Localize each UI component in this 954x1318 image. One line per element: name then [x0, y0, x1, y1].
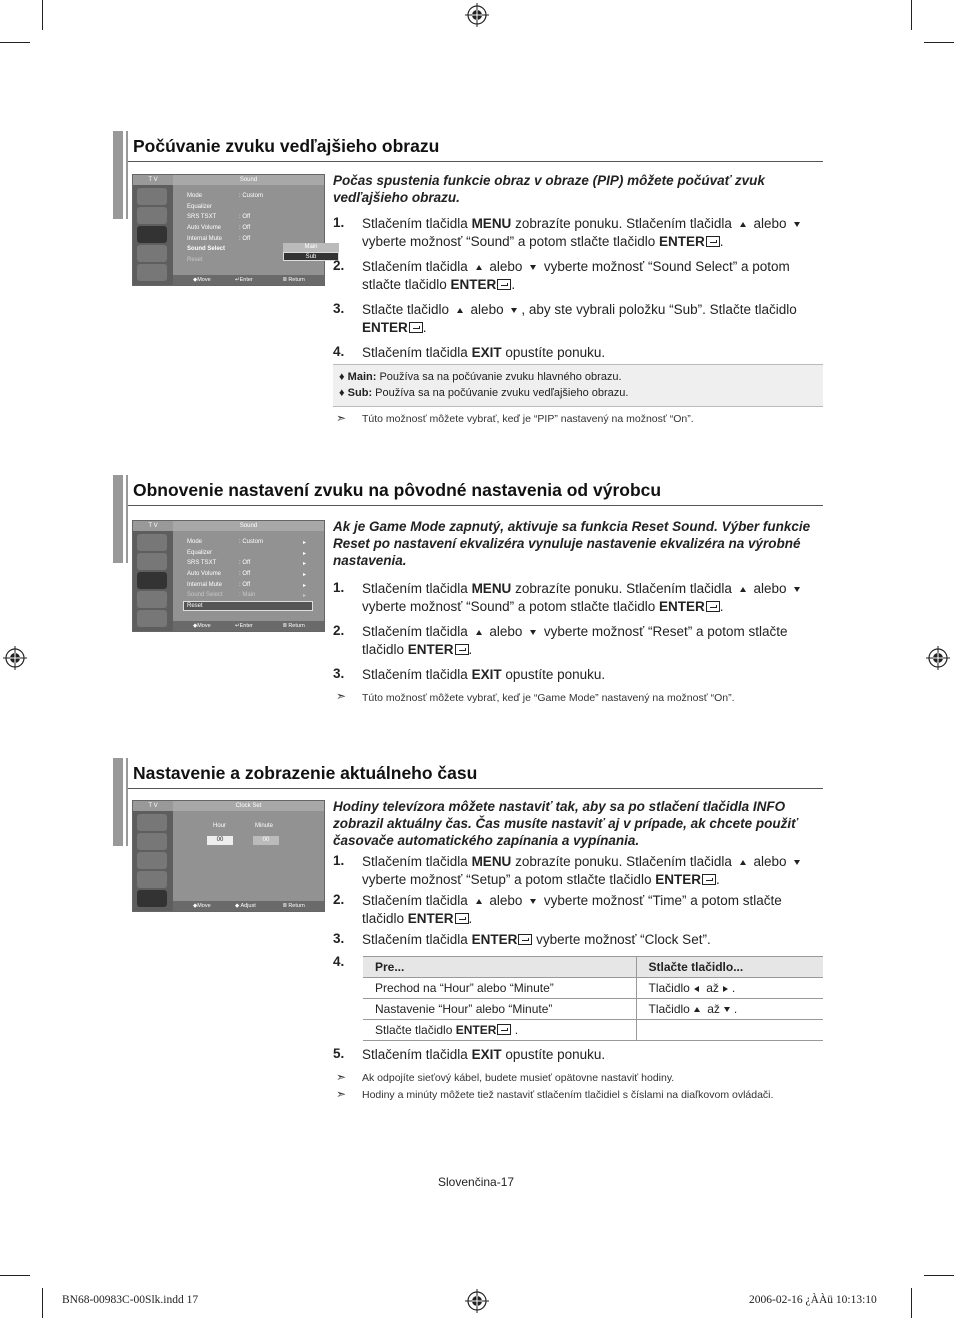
- menu-footer: ◆Move ◆ Adjust Ⅲ Return: [173, 901, 324, 911]
- table-cell: Stlačte tlačidlo ENTER .: [363, 1020, 636, 1041]
- menu-body: [173, 185, 324, 275]
- section-title: Obnovenie nastavení zvuku na pôvodné nastavenia od výrobcu: [133, 480, 662, 500]
- menu-tv-label: T V: [133, 175, 173, 185]
- menu-row: Reset: [187, 603, 203, 609]
- page-number: Slovenčina-17: [438, 1175, 515, 1189]
- info-line: ♦ Sub: Používa sa na počúvanie zvuku vedľajšieho obrazu.: [339, 387, 629, 399]
- crop-mark: [911, 0, 912, 30]
- step-text: Stlačením tlačidla MENU zobrazíte ponuku. Stlačením tlačidla alebo vyberte možnosť “Sound” a potom stlačte tlačidlo ENTER .: [362, 215, 822, 250]
- step-text: Stlačením tlačidla EXIT opustíte ponuku.: [362, 667, 606, 682]
- setup-icon: [137, 610, 167, 627]
- table-cell: Tlačidlo až .: [636, 978, 823, 999]
- step-text: Stlačením tlačidla ENTER vyberte možnosť “Clock Set”.: [362, 932, 711, 947]
- menu-title: Sound: [173, 521, 324, 531]
- note-text: Túto možnosť môžete vybrať, keď je “PIP” nastavený na možnosť “On”.: [362, 413, 694, 425]
- note-text: Hodiny a minúty môžete tiež nastaviť stlačením tlačidiel s číslami na diaľkovom ovládači.: [362, 1089, 774, 1101]
- image-icon: [137, 833, 167, 850]
- menu-row: Auto Volume : Off ▸: [187, 571, 307, 578]
- note-arrow-icon: ➣: [336, 1087, 347, 1101]
- registration-mark-icon: [465, 3, 489, 27]
- section-rule: [128, 788, 823, 789]
- crop-mark: [42, 0, 43, 30]
- picture-icon: [137, 814, 167, 831]
- crop-mark: [924, 1275, 954, 1276]
- section-bar: [113, 475, 123, 563]
- image-icon: [137, 207, 167, 224]
- enter-icon: [518, 934, 532, 945]
- setup-icon: [137, 890, 167, 907]
- sound-menu-screenshot: [132, 174, 325, 286]
- table-cell: [636, 1020, 823, 1041]
- up-arrow-icon: [740, 222, 746, 227]
- step-number: 1.: [333, 580, 345, 595]
- menu-row: Mode : Custom: [187, 193, 264, 199]
- down-arrow-icon: [794, 222, 800, 227]
- file-slug: BN68-00983C-00Slk.indd 17: [62, 1294, 199, 1306]
- menu-body: [173, 531, 324, 621]
- crop-mark: [924, 42, 954, 43]
- menu-title: Clock Set: [173, 801, 324, 811]
- step-number: 4.: [333, 344, 345, 359]
- crop-mark: [42, 1288, 43, 1318]
- channel-icon: [137, 245, 167, 262]
- enter-icon: [706, 236, 720, 247]
- section-intro: Hodiny televízora môžete nastaviť tak, aby sa po stlačení tlačidla INFO zobrazil aktuálny čas. Čas musíte nastaviť aj v prípade, ak chcete použiť časovače automatického zapínania a vypínania.: [333, 799, 798, 848]
- menu-row: Mode : Custom ▸: [187, 539, 307, 546]
- image-icon: [137, 553, 167, 570]
- left-arrow-icon: [694, 986, 699, 992]
- table-header-row: [363, 957, 823, 978]
- note-arrow-icon: ➣: [336, 1070, 347, 1084]
- up-arrow-icon: [740, 587, 746, 592]
- enter-icon: [497, 1024, 511, 1035]
- down-arrow-icon: [794, 860, 800, 865]
- sound-icon: [137, 852, 167, 869]
- enter-icon: [706, 601, 720, 612]
- menu-footer: ◆Move ↵Enter Ⅲ Return: [173, 621, 324, 631]
- step-number: 5.: [333, 1046, 345, 1061]
- picture-icon: [137, 188, 167, 205]
- step-text: Stlačte tlačidlo alebo , aby ste vybrali položku “Sub”. Stlačte tlačidlo ENTER .: [362, 302, 797, 335]
- hour-value: 00: [207, 836, 233, 845]
- table-row: [363, 1020, 823, 1041]
- down-arrow-icon: [530, 630, 536, 635]
- down-arrow-icon: [530, 899, 536, 904]
- note-arrow-icon: ➣: [336, 411, 347, 425]
- channel-icon: [137, 871, 167, 888]
- note-arrow-icon: ➣: [336, 689, 347, 703]
- info-box: [333, 364, 823, 407]
- up-arrow-icon: [457, 308, 463, 313]
- menu-body: [173, 811, 324, 901]
- sound-select-popup: Main Sub: [283, 243, 339, 261]
- menu-row: Auto Volume : Off: [187, 225, 251, 231]
- step-number: 2.: [333, 623, 345, 638]
- menu-row: SRS TSXT : Off ▸: [187, 560, 307, 567]
- registration-mark-icon: [465, 1289, 489, 1313]
- registration-mark-icon: [3, 646, 27, 670]
- section-bar: [126, 131, 128, 219]
- step-number: 4.: [333, 954, 345, 969]
- right-arrow-icon: [723, 986, 728, 992]
- step-text: Stlačením tlačidla EXIT opustíte ponuku.: [362, 345, 606, 360]
- section-bar: [113, 758, 123, 846]
- step-text: Stlačením tlačidla alebo vyberte možnosť “Time” a potom stlačte tlačidlo ENTER .: [362, 893, 782, 926]
- step-text: Stlačením tlačidla MENU zobrazíte ponuku. Stlačením tlačidla alebo vyberte možnosť “Sound” a potom stlačte tlačidlo ENTER .: [362, 580, 822, 615]
- step-text: Stlačením tlačidla MENU zobrazíte ponuku. Stlačením tlačidla alebo vyberte možnosť “Setup” a potom stlačte tlačidlo ENTER .: [362, 853, 822, 888]
- hour-label: Hour: [213, 823, 227, 829]
- step-number: 3.: [333, 931, 345, 946]
- enter-icon: [497, 279, 511, 290]
- date-slug: 2006-02-16 ¿ÀÀü 10:13:10: [749, 1294, 877, 1306]
- sound-icon: [137, 226, 167, 243]
- up-arrow-icon: [476, 899, 482, 904]
- down-arrow-icon: [794, 587, 800, 592]
- key-table: [363, 956, 823, 1041]
- section-bar: [126, 758, 128, 846]
- down-arrow-icon: [724, 1007, 730, 1012]
- step-number: 3.: [333, 301, 345, 316]
- crop-mark: [0, 42, 30, 43]
- table-row: [363, 978, 823, 999]
- sound-menu-screenshot: [132, 520, 325, 632]
- step-text: Stlačením tlačidla alebo vyberte možnosť “Reset” a potom stlačte tlačidlo ENTER .: [362, 624, 788, 657]
- menu-row: Internal Mute : Off ▸: [187, 582, 307, 589]
- menu-row: Sound Select : Main ▸: [187, 592, 307, 599]
- section-bar: [113, 131, 123, 219]
- menu-tv-label: T V: [133, 801, 173, 811]
- enter-icon: [455, 644, 469, 655]
- sound-icon: [137, 572, 167, 589]
- channel-icon: [137, 591, 167, 608]
- enter-icon: [455, 913, 469, 924]
- section-title: Nastavenie a zobrazenie aktuálneho času: [133, 763, 478, 783]
- menu-row: Reset: [187, 257, 203, 263]
- menu-title: Sound: [173, 175, 324, 185]
- section-intro: Ak je Game Mode zapnutý, aktivuje sa funkcia Reset Sound. Výber funkcie Reset po nastavení ekvalizéra vynuluje nastavenie ekvalizéra na výrobné nastavenia.: [333, 519, 811, 568]
- up-arrow-icon: [476, 630, 482, 635]
- step-number: 2.: [333, 892, 345, 907]
- minute-label: Minute: [255, 823, 274, 829]
- up-arrow-icon: [740, 860, 746, 865]
- table-row: [363, 999, 823, 1020]
- setup-icon: [137, 264, 167, 281]
- table-cell: Tlačidlo až .: [636, 999, 823, 1020]
- menu-row: Equalizer: [187, 204, 213, 210]
- down-arrow-icon: [511, 308, 517, 313]
- up-arrow-icon: [476, 265, 482, 270]
- section-intro: Počas spustenia funkcie obraz v obraze (PIP) môžete počúvať zvuk vedľajšieho obrazu.: [333, 173, 765, 205]
- up-arrow-icon: [694, 1007, 700, 1012]
- step-text: Stlačením tlačidla alebo vyberte možnosť “Sound Select” a potom stlačte tlačidlo ENTER .: [362, 259, 790, 292]
- step-text: Stlačením tlačidla EXIT opustíte ponuku.: [362, 1047, 606, 1062]
- table-header-cell: Pre...: [363, 957, 636, 978]
- step-number: 1.: [333, 215, 345, 230]
- picture-icon: [137, 534, 167, 551]
- table-cell: Prechod na “Hour” alebo “Minute”: [363, 978, 636, 999]
- step-number: 1.: [333, 853, 345, 868]
- section-title: Počúvanie zvuku vedľajšieho obrazu: [133, 136, 440, 156]
- info-line: ♦ Main: Používa sa na počúvanie zvuku hlavného obrazu.: [339, 371, 622, 383]
- note-text: Ak odpojíte sieťový kábel, budete musieť opätovne nastaviť hodiny.: [362, 1072, 675, 1084]
- menu-row: Sound Select: [187, 246, 226, 252]
- table-header-cell: Stlačte tlačidlo...: [636, 957, 823, 978]
- clock-set-menu-screenshot: [132, 800, 325, 912]
- section-rule: [128, 161, 823, 162]
- minute-value: 00: [253, 836, 279, 845]
- down-arrow-icon: [530, 265, 536, 270]
- crop-mark: [911, 1288, 912, 1318]
- section-rule: [128, 505, 823, 506]
- enter-icon: [702, 874, 716, 885]
- step-number: 2.: [333, 258, 345, 273]
- enter-icon: [409, 322, 423, 333]
- step-number: 3.: [333, 666, 345, 681]
- menu-tv-label: T V: [133, 521, 173, 531]
- menu-footer: ◆Move ↵Enter Ⅲ Return: [173, 275, 324, 285]
- menu-row: Internal Mute : Off: [187, 236, 251, 242]
- menu-row: Equalizer ▸: [187, 550, 307, 557]
- crop-mark: [0, 1275, 30, 1276]
- section-bar: [126, 475, 128, 563]
- table-cell: Nastavenie “Hour” alebo “Minute”: [363, 999, 636, 1020]
- menu-row: SRS TSXT : Off: [187, 214, 251, 220]
- registration-mark-icon: [926, 646, 950, 670]
- note-text: Túto možnosť môžete vybrať, keď je “Game Mode” nastavený na možnosť “On”.: [362, 692, 735, 704]
